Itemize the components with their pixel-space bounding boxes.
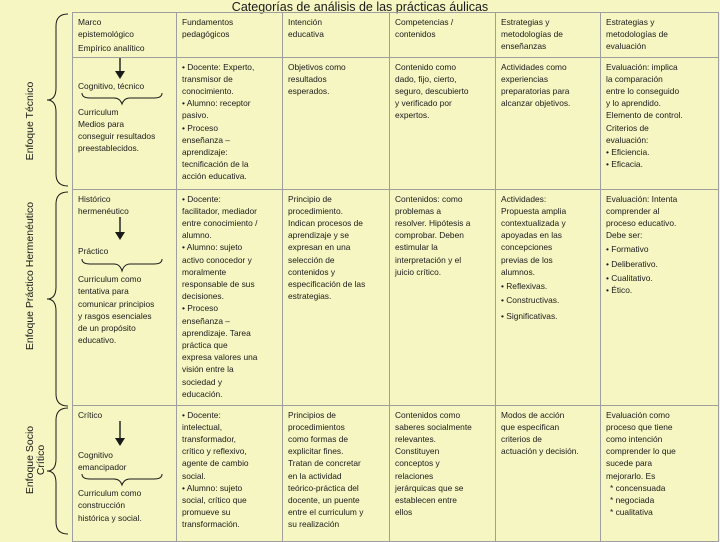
intencion-cell-tecnico: Objetivos como resultados esperados.: [283, 57, 390, 189]
marco-cell-practico: Histórico hermenéutico Práctico Curriculum como tentativa para comunicar principios y rasgos esenciales de un propósito educativo.: [73, 189, 177, 405]
section-brace-critico: [44, 406, 70, 536]
competencias-cell-critico: Contenidos como saberes socialmente relevantes. Constituyen conceptos y relaciones jerárquicas que se establecen entre ellos: [390, 405, 496, 541]
header-cell-estrategias-evaluacion: Estrategias y metodologías de evaluación: [601, 13, 719, 58]
intencion-cell-practico: Principio de procedimiento. Indican procesos de aprendizaje y se expresan en una selección de contenidos y especificación de las estrategias.: [283, 189, 390, 405]
ensenanza-cell-tecnico: Actividades como experiencias preparatorias para alcanzar objetivos.: [496, 57, 601, 189]
fundamentos-cell-critico: • Docente: intelectual, transformador, crítico y reflexivo, agente de cambio social. • Alumno: sujeto social, crítico que promueve su transformación.: [177, 405, 283, 541]
competencias-cell-practico: Contenidos: como problemas a resolver. Hipótesis a comprobar. Deben estimular la interpretación y el juicio crítico.: [390, 189, 496, 405]
section-label-practico: Enfoque Práctico Hermenéutico: [24, 201, 36, 351]
table-row-critico: [73, 405, 719, 541]
intencion-cell-critico: Principios de procedimientos como formas de explicitar fines. Tratan de concretar en la actividad teórico-práctica del docente, un puente entre el curriculum y su realización: [283, 405, 390, 541]
header-cell-estrategias-ensenanza: Estrategias y metodologías de enseñanzas: [496, 13, 601, 58]
down-arrow-icon: [78, 421, 168, 447]
table-row-tecnico: [73, 57, 719, 189]
fundamentos-cell-tecnico: • Docente: Experto, transmisor de conocimiento. • Alumno: receptor pasivo. • Proceso enseñanza – aprendizaje: tecnificación de la acción educativa.: [177, 57, 283, 189]
evaluacion-cell-critico: Evaluación como proceso que tiene como intención comprender lo que sucede para mejorarlo. Es * concensuada * negociada * cualitativa: [601, 405, 719, 541]
section-label-critico: Enfoque Socio Crítico: [24, 425, 47, 495]
header-cell-fundamentos: Fundamentos pedagógicos: [177, 13, 283, 58]
ensenanza-cell-practico: Actividades: Propuesta amplia contextualizada y apoyadas en las concepciones previas de los alumnos. • Reflexivas. • Constructivas. • Significativas.: [496, 189, 601, 405]
header-cell-intencion: Intención educativa: [283, 13, 390, 58]
section-brace-tecnico: [44, 12, 70, 188]
marco-cell-tecnico: Cognitivo, técnico Curriculum Medios para conseguir resultados preestablecidos.: [73, 57, 177, 189]
marco-cell-critico: Crítico Cognitivo emancipador Curriculum como construcción histórica y social.: [73, 405, 177, 541]
table-header-row: [73, 13, 719, 58]
curly-brace-icon: [78, 92, 168, 106]
competencias-cell-tecnico: Contenido como dado, fijo, cierto, seguro, descubierto y verificado por expertos.: [390, 57, 496, 189]
down-arrow-icon: [78, 58, 168, 80]
section-brace-practico: [44, 190, 70, 408]
evaluacion-cell-tecnico: Evaluación: implica la comparación entre lo conseguido y lo aprendido. Elemento de control. Criterios de evaluación: • Eficiencia. • Eficacia.: [601, 57, 719, 189]
section-label-tecnico: Enfoque Técnico: [24, 81, 36, 161]
curly-brace-icon: [78, 473, 168, 487]
fundamentos-cell-practico: • Docente: facilitador, mediador entre conocimiento / alumno. • Alumno: sujeto activo conocedor y moralmente responsable de sus decisiones. • Proceso enseñanza – aprendizaje. Tarea práctica que expresa valores una visión entre la sociedad y educación.: [177, 189, 283, 405]
curly-brace-icon: [78, 257, 168, 273]
header-cell-marco: Marco epistemológico Empírico analítico: [73, 13, 177, 58]
categories-table: [72, 12, 719, 542]
table-row-practico: [73, 189, 719, 405]
ensenanza-cell-critico: Modos de acción que especifican criterios de actuación y decisión.: [496, 405, 601, 541]
header-cell-competencias: Competencias / contenidos: [390, 13, 496, 58]
down-arrow-icon: [78, 217, 168, 241]
evaluacion-cell-practico: Evaluación: Intenta comprender al proceso educativo. Debe ser: • Formativo • Deliberativo. • Cualitativo. • Ético.: [601, 189, 719, 405]
page-title: Categorías de análisis de las prácticas áulicas: [231, 0, 489, 14]
